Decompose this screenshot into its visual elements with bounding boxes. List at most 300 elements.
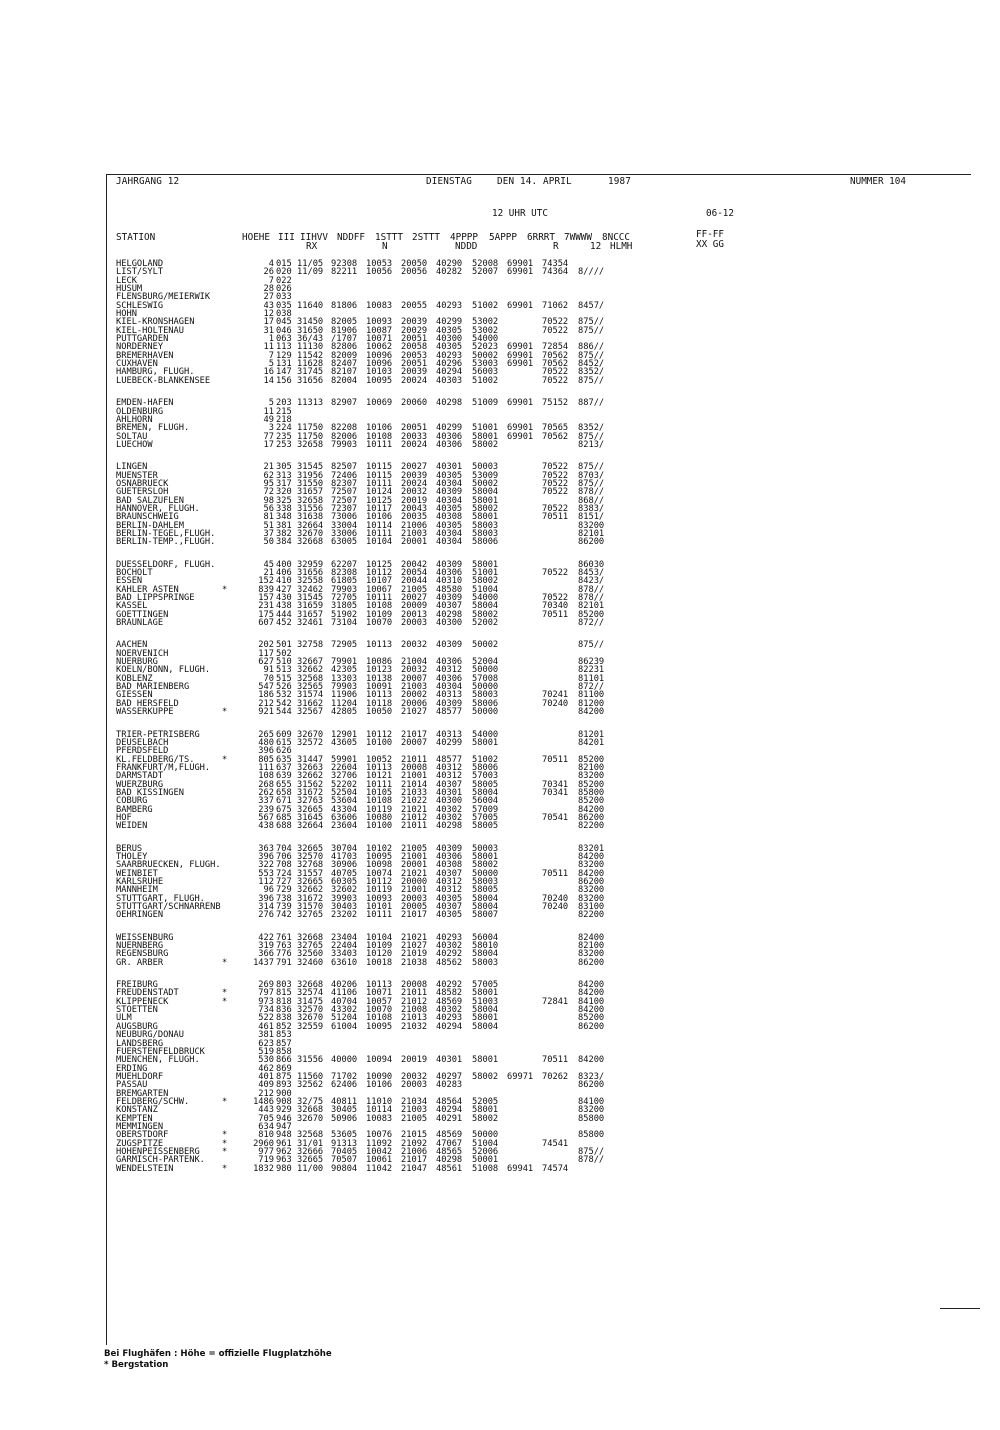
station-height: 14 xyxy=(263,375,274,386)
iihvv-value: 32663 xyxy=(297,762,324,773)
station-id: 869 xyxy=(276,1063,292,1074)
nccc-value: 82101 xyxy=(578,601,605,612)
nddff-value: 40811 xyxy=(331,1096,358,1107)
mountain-marker: * xyxy=(222,988,228,999)
nddff-value: 30906 xyxy=(331,860,358,871)
station-name: FELDBERG/SCHW. xyxy=(116,1096,190,1107)
nddff-value: 51204 xyxy=(331,1013,358,1024)
station-height: 396 xyxy=(258,893,274,904)
nddff-value: 42305 xyxy=(331,665,358,676)
station-name: FRANKFURT/M,FLUGH. xyxy=(116,762,211,773)
stt2-value: 21001 xyxy=(401,851,428,862)
nddff-value: 92308 xyxy=(331,259,358,269)
pppp-value: 48577 xyxy=(436,707,463,718)
col-pppp: 4PPPP xyxy=(450,232,478,243)
station-id: 729 xyxy=(276,885,292,896)
station-id: 626 xyxy=(276,746,292,757)
pppp-value: 40309 xyxy=(436,559,463,570)
appp-value: 58001 xyxy=(472,512,499,523)
appp-value: 58010 xyxy=(472,941,499,952)
nccc-value: 81201 xyxy=(578,729,605,740)
station-name: GARMISCH-PARTENK. xyxy=(116,1155,205,1166)
pppp-value: 40305 xyxy=(436,520,463,531)
iihvv-value: 32568 xyxy=(297,673,324,684)
station-id: 963 xyxy=(276,1155,292,1166)
pppp-value: 48580 xyxy=(436,584,463,595)
stt2-value: 20032 xyxy=(401,1071,428,1082)
appp-value: 58002 xyxy=(472,439,499,450)
station-name: THOLEY xyxy=(116,851,148,862)
iihvv-value: 32665 xyxy=(297,804,324,815)
stt2-value: 21011 xyxy=(401,821,428,832)
station-id: 129 xyxy=(276,350,292,361)
stt2-value: 20039 xyxy=(401,470,428,481)
station-id: 929 xyxy=(276,1105,292,1116)
station-name: BAD KISSINGEN xyxy=(116,787,184,798)
station-name: BERUS xyxy=(116,843,143,854)
station-row xyxy=(116,1123,946,1131)
station-id: 444 xyxy=(276,609,292,620)
appp-value: 50002 xyxy=(472,350,499,361)
station-id: 526 xyxy=(276,682,292,693)
stt1-value: 10115 xyxy=(366,462,393,473)
iihvv-value: 32662 xyxy=(297,665,324,676)
nddff-value: 40000 xyxy=(331,1055,358,1066)
stt2-value: 20024 xyxy=(401,375,428,386)
stt1-value: 10117 xyxy=(366,503,393,514)
pppp-value: 47067 xyxy=(436,1138,463,1149)
station-id: 742 xyxy=(276,910,292,921)
station-id: 706 xyxy=(276,851,292,862)
station-row xyxy=(116,708,946,716)
nddff-value: 33006 xyxy=(331,528,358,539)
pppp-value: 40305 xyxy=(436,325,463,336)
col-rrrt: 6RRRT xyxy=(527,232,555,243)
stt1-value: 10120 xyxy=(366,949,393,960)
station-name: OEHRINGEN xyxy=(116,910,164,921)
station-id: 038 xyxy=(276,309,292,320)
pppp-value: 40299 xyxy=(436,737,463,748)
stt2-value: 21032 xyxy=(401,1021,428,1032)
iihvv-value: 32765 xyxy=(297,941,324,952)
nddff-value: 72507 xyxy=(331,487,358,498)
station-height: 4 xyxy=(268,259,274,269)
nccc-value: 8352/ xyxy=(578,423,605,434)
pppp-value: 40292 xyxy=(436,949,463,960)
station-name: BREMGARTEN xyxy=(116,1088,169,1099)
nddff-value: 79903 xyxy=(331,584,358,595)
stt1-value: 10111 xyxy=(366,779,393,790)
iihvv-value: 31956 xyxy=(297,470,324,481)
mountain-marker: * xyxy=(222,584,228,595)
appp-value: 50003 xyxy=(472,462,499,473)
stt2-value: 20002 xyxy=(401,690,428,701)
stt2-value: 20007 xyxy=(401,673,428,684)
appp-value: 58004 xyxy=(472,787,499,798)
nddff-value: 81806 xyxy=(331,300,358,311)
stt2-value: 21034 xyxy=(401,1096,428,1107)
station-name: TRIER-PETRISBERG xyxy=(116,729,200,740)
nccc-value: 875// xyxy=(578,350,605,361)
stt2-value: 20027 xyxy=(401,462,428,473)
nddff-value: 79903 xyxy=(331,682,358,693)
station-row xyxy=(116,934,946,942)
appp-value: 58004 xyxy=(472,1021,499,1032)
station-group xyxy=(116,399,946,449)
station-row xyxy=(116,1131,946,1139)
station-name: HAMBURG, FLUGH. xyxy=(116,367,195,378)
station-id: 639 xyxy=(276,771,292,782)
wwww-value: 74541 xyxy=(542,1138,569,1149)
wwww-value: 70241 xyxy=(542,690,569,701)
stt1-value: 10062 xyxy=(366,342,393,353)
station-id: 961 xyxy=(276,1138,292,1149)
station-id: 131 xyxy=(276,359,292,370)
wwww-value: 70565 xyxy=(542,423,569,434)
wwww-value: 71062 xyxy=(542,300,569,311)
station-height: 70 xyxy=(263,673,274,684)
pppp-value: 40307 xyxy=(436,902,463,913)
wwww-value: 74354 xyxy=(542,259,569,269)
station-id: 147 xyxy=(276,367,292,378)
stt1-value: 10061 xyxy=(366,1155,393,1166)
rrrt-value: 69941 xyxy=(507,1163,534,1174)
bottom-rule xyxy=(940,1308,980,1309)
pppp-value: 40302 xyxy=(436,812,463,823)
rrrt-value: 69901 xyxy=(507,398,534,409)
iihvv-value: 32565 xyxy=(297,682,324,693)
station-row xyxy=(116,895,946,903)
nccc-value: 81100 xyxy=(578,690,605,701)
nddff-value: 63606 xyxy=(331,812,358,823)
stt2-value: 20024 xyxy=(401,478,428,489)
stt1-value: 10105 xyxy=(366,787,393,798)
rrrt-value: 69901 xyxy=(507,423,534,434)
nddff-value: 33403 xyxy=(331,949,358,960)
pppp-value: 40301 xyxy=(436,787,463,798)
pppp-value: 40293 xyxy=(436,350,463,361)
nddff-value: 82006 xyxy=(331,431,358,442)
stt1-value: 10042 xyxy=(366,1146,393,1157)
station-row xyxy=(116,806,946,814)
iihvv-value: 32668 xyxy=(297,1105,324,1116)
station-group xyxy=(116,731,946,831)
station-name: MUENSTER xyxy=(116,470,158,481)
iihvv-value: 32664 xyxy=(297,821,324,832)
iihvv-value: 11750 xyxy=(297,423,324,434)
station-name: AUGSBURG xyxy=(116,1021,158,1032)
pppp-value: 40296 xyxy=(436,359,463,370)
nccc-value: 84200 xyxy=(578,868,605,879)
station-id: 382 xyxy=(276,528,292,539)
pppp-value: 40298 xyxy=(436,398,463,409)
nccc-value: 85200 xyxy=(578,1013,605,1024)
station-height: 27 xyxy=(263,292,274,303)
station-id: 156 xyxy=(276,375,292,386)
iihvv-value: 11640 xyxy=(297,300,324,311)
iihvv-value: 31574 xyxy=(297,690,324,701)
pppp-value: 40309 xyxy=(436,487,463,498)
nddff-value: 82307 xyxy=(331,478,358,489)
pppp-value: 40291 xyxy=(436,1113,463,1124)
station-name: BAD HERSFELD xyxy=(116,698,179,709)
stt1-value: 10108 xyxy=(366,796,393,807)
nccc-value: 84201 xyxy=(578,737,605,748)
iihvv-value: 36/43 xyxy=(297,334,324,345)
pppp-value: 40305 xyxy=(436,893,463,904)
pppp-value: 48569 xyxy=(436,996,463,1007)
stt2-value: 20019 xyxy=(401,495,428,506)
stt1-value: 10101 xyxy=(366,902,393,913)
stt1-value: 10080 xyxy=(366,812,393,823)
station-id: 671 xyxy=(276,796,292,807)
nddff-value: 82907 xyxy=(331,398,358,409)
station-row xyxy=(116,861,946,869)
stt1-value: 10070 xyxy=(366,1005,393,1016)
stt2-value: 20027 xyxy=(401,593,428,604)
stt2-value: 20051 xyxy=(401,359,428,370)
pppp-value: 40298 xyxy=(436,821,463,832)
stt1-value: 10103 xyxy=(366,367,393,378)
station-name: HOHENPEISSENBERG xyxy=(116,1146,200,1157)
station-row xyxy=(116,463,946,471)
stt1-value: 10119 xyxy=(366,885,393,896)
col-stt1: 1STTT xyxy=(375,232,403,243)
stt1-value: 10074 xyxy=(366,868,393,879)
station-height: 337 xyxy=(258,796,274,807)
nccc-value: 8423/ xyxy=(578,576,605,587)
station-id: 325 xyxy=(276,495,292,506)
iihvv-value: 32570 xyxy=(297,1005,324,1016)
station-id: 776 xyxy=(276,949,292,960)
nccc-value: 84200 xyxy=(578,980,605,991)
stt1-value: 10113 xyxy=(366,980,393,991)
pppp-value: 40290 xyxy=(436,259,463,269)
nddff-value: 91313 xyxy=(331,1138,358,1149)
station-name: WEIDEN xyxy=(116,821,148,832)
appp-value: 57008 xyxy=(472,673,499,684)
stt2-value: 21003 xyxy=(401,1105,428,1116)
appp-value: 58001 xyxy=(472,559,499,570)
station-id: 513 xyxy=(276,665,292,676)
rrrt-value: 69901 xyxy=(507,259,534,269)
stt2-value: 21012 xyxy=(401,996,428,1007)
station-name: KAHLER ASTEN xyxy=(116,584,179,595)
nccc-value: 878// xyxy=(578,487,605,498)
nddff-value: 82806 xyxy=(331,342,358,353)
station-id: 253 xyxy=(276,439,292,450)
nccc-value: 83200 xyxy=(578,771,605,782)
station-id: 900 xyxy=(276,1088,292,1099)
pppp-value: 40302 xyxy=(436,804,463,815)
pppp-value: 48577 xyxy=(436,754,463,765)
nccc-value: 8452/ xyxy=(578,359,605,370)
wwww-value: 70541 xyxy=(542,812,569,823)
pppp-value: 40298 xyxy=(436,609,463,620)
station-row xyxy=(116,641,946,649)
stt1-value: 10114 xyxy=(366,1105,393,1116)
station-id: 320 xyxy=(276,487,292,498)
stt2-value: 20056 xyxy=(401,267,428,278)
stt2-value: 20001 xyxy=(401,860,428,871)
stt2-value: 21017 xyxy=(401,1155,428,1166)
station-name: KIEL-HOLTENAU xyxy=(116,325,184,336)
pppp-value: 40307 xyxy=(436,868,463,879)
nddff-value: 62207 xyxy=(331,559,358,570)
nccc-value: 875// xyxy=(578,478,605,489)
stt1-value: 10138 xyxy=(366,673,393,684)
iihvv-value: 11130 xyxy=(297,342,324,353)
nccc-value: 875// xyxy=(578,1146,605,1157)
station-row xyxy=(116,700,946,708)
station-id: 510 xyxy=(276,657,292,668)
pppp-value: 40305 xyxy=(436,342,463,353)
appp-value: 58003 xyxy=(472,877,499,887)
stt2-value: 20033 xyxy=(401,431,428,442)
station-height: 12 xyxy=(263,309,274,320)
pppp-value: 40299 xyxy=(436,317,463,328)
station-row xyxy=(116,433,946,441)
station-name: GUETERSLOH xyxy=(116,487,169,498)
station-row xyxy=(116,602,946,610)
station-height: 734 xyxy=(258,1005,274,1016)
station-name: LUECHOW xyxy=(116,439,153,450)
appp-value: 57005 xyxy=(472,812,499,823)
appp-value: 58004 xyxy=(472,601,499,612)
iihvv-value: 32765 xyxy=(297,910,324,921)
station-id: 836 xyxy=(276,1005,292,1016)
stt1-value: 10104 xyxy=(366,932,393,943)
station-row xyxy=(116,772,946,780)
station-height: 314 xyxy=(258,902,274,913)
station-row xyxy=(116,1148,946,1156)
nccc-value: 84200 xyxy=(578,851,605,862)
station-group xyxy=(116,934,946,967)
station-id: 515 xyxy=(276,673,292,684)
iihvv-value: 31638 xyxy=(297,512,324,523)
stt2-value: 21021 xyxy=(401,932,428,943)
nddff-value: 70405 xyxy=(331,1146,358,1157)
iihvv-value: 31645 xyxy=(297,812,324,823)
station-table xyxy=(116,260,946,1187)
station-id: 708 xyxy=(276,860,292,871)
station-row xyxy=(116,981,946,989)
iihvv-value: 11/09 xyxy=(297,267,324,278)
nddff-value: 82107 xyxy=(331,367,358,378)
nccc-value: 82100 xyxy=(578,941,605,952)
station-height: 17 xyxy=(263,439,274,450)
station-name: BERLIN-TEMP.,FLUGH. xyxy=(116,537,216,548)
iihvv-value: 32959 xyxy=(297,559,324,570)
station-height: 31 xyxy=(263,325,274,336)
station-height: 396 xyxy=(258,851,274,862)
nccc-value: 84200 xyxy=(578,1005,605,1016)
nccc-value: 83200 xyxy=(578,520,605,531)
pppp-value: 40313 xyxy=(436,690,463,701)
stt2-value: 21022 xyxy=(401,796,428,807)
iihvv-value: 32665 xyxy=(297,843,324,854)
iihvv-value: 32460 xyxy=(297,957,324,968)
station-row xyxy=(116,327,946,335)
station-row xyxy=(116,691,946,699)
pppp-value: 40308 xyxy=(436,512,463,523)
station-id: 026 xyxy=(276,284,292,295)
stt2-value: 20019 xyxy=(401,1055,428,1066)
stt2-value: 20054 xyxy=(401,568,428,578)
station-id: 655 xyxy=(276,779,292,790)
stt1-value: 10056 xyxy=(366,267,393,278)
stt1-value: 10113 xyxy=(366,690,393,701)
stt2-value: 21004 xyxy=(401,657,428,668)
station-row xyxy=(116,797,946,805)
station-row xyxy=(116,903,946,911)
stt2-value: 20032 xyxy=(401,665,428,676)
col-sub-nddd: NDDD xyxy=(455,241,478,252)
station-name: BOCHOLT xyxy=(116,568,153,578)
stt1-value: 10125 xyxy=(366,559,393,570)
stt2-value: 20008 xyxy=(401,980,428,991)
nddff-value: 81906 xyxy=(331,325,358,336)
wwww-value: 70522 xyxy=(542,375,569,386)
iihvv-value: 32560 xyxy=(297,949,324,960)
stt1-value: 10107 xyxy=(366,576,393,587)
mountain-marker: * xyxy=(222,754,228,765)
station-id: 317 xyxy=(276,478,292,489)
station-height: 547 xyxy=(258,682,274,693)
station-id: 763 xyxy=(276,941,292,952)
iihvv-value: 31447 xyxy=(297,754,324,765)
station-height: 11 xyxy=(263,406,274,417)
pppp-value: 48562 xyxy=(436,957,463,968)
nccc-value: 86200 xyxy=(578,537,605,548)
iihvv-value: 32558 xyxy=(297,576,324,587)
station-height: 17 xyxy=(263,317,274,328)
stt2-value: 21005 xyxy=(401,584,428,595)
pppp-value: 40306 xyxy=(436,673,463,684)
station-name: BRAUNLAGE xyxy=(116,618,164,629)
wwww-value: 70340 xyxy=(542,601,569,612)
pppp-value: 48565 xyxy=(436,1146,463,1157)
nddff-value: 52504 xyxy=(331,787,358,798)
nddff-value: 50906 xyxy=(331,1113,358,1124)
appp-value: 56004 xyxy=(472,932,499,943)
station-height: 26 xyxy=(263,267,274,278)
iihvv-value: 32670 xyxy=(297,1113,324,1124)
stt1-value: 10093 xyxy=(366,317,393,328)
station-height: 175 xyxy=(258,609,274,620)
appp-value: 50000 xyxy=(472,665,499,676)
iihvv-value: 32665 xyxy=(297,1155,324,1166)
nddff-value: 23202 xyxy=(331,910,358,921)
appp-value: 58002 xyxy=(472,1113,499,1124)
station-id: 791 xyxy=(276,957,292,968)
station-height: 977 xyxy=(258,1146,274,1157)
iihvv-value: 31545 xyxy=(297,462,324,473)
stt2-value: 20032 xyxy=(401,640,428,651)
pppp-value: 40293 xyxy=(436,1013,463,1024)
iihvv-value: 32568 xyxy=(297,1130,324,1141)
station-row xyxy=(116,360,946,368)
station-row xyxy=(116,845,946,853)
station-row xyxy=(116,675,946,683)
station-height: 7 xyxy=(268,350,274,361)
appp-value: 58001 xyxy=(472,988,499,999)
appp-value: 52007 xyxy=(472,267,499,278)
nddff-value: 30704 xyxy=(331,843,358,854)
iihvv-value: 32570 xyxy=(297,851,324,862)
col-appp: 5APPP xyxy=(489,232,517,243)
pppp-value: 40312 xyxy=(436,877,463,887)
